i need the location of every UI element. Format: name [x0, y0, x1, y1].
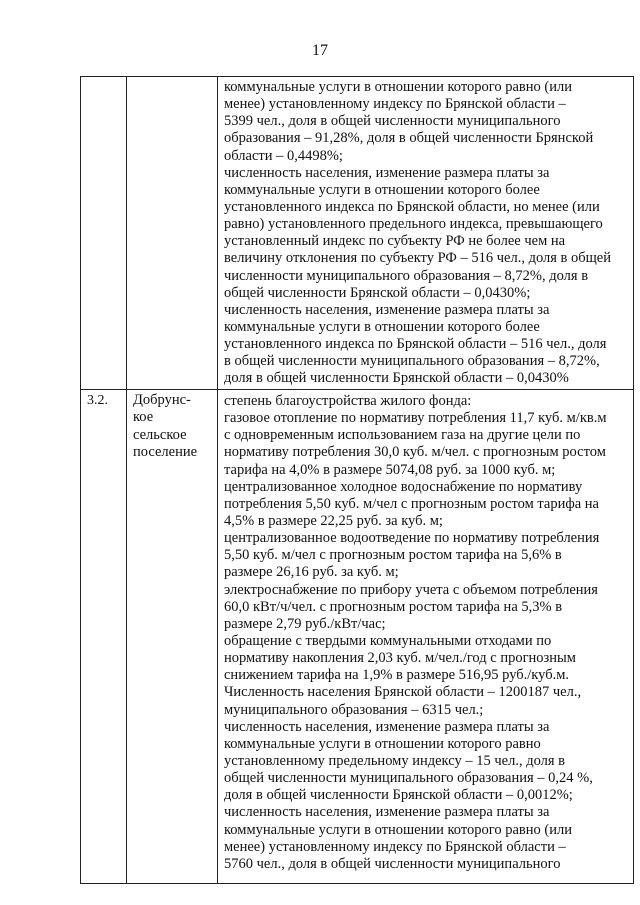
text-line: 60,0 кВт/ч/чел. с прогнозным ростом тарифа на 5,3% в [224, 598, 563, 615]
text-line: численности муниципального образования – 8,72%, доля в [224, 267, 589, 284]
text-line: 5,50 куб. м/чел с прогнозным ростом тарифа на 5,6% в [224, 547, 562, 564]
text-line: централизованное водоотведение по нормативу потребления [224, 530, 600, 547]
text-line: установленному предельному индексу – 15 чел., доля в [224, 752, 566, 769]
text-line: Численность населения Брянской области – 1200187 чел., [224, 684, 582, 701]
text-line: 4,5% в размере 22,25 руб. за куб. м; [224, 512, 443, 529]
row-number-cell [81, 77, 127, 390]
text-line: установленный индекс по субъекту РФ не более чем на [224, 233, 566, 250]
text-line: равно) установленного предельного индекса, превышающего [224, 216, 603, 233]
text-line: общей численности Брянской области – 0,0430%; [224, 284, 531, 301]
row-number-cell: 3.2. [81, 390, 127, 884]
text-line: численность населения, изменение размера платы за [224, 164, 550, 181]
table-row [81, 77, 634, 390]
description-cell [218, 390, 634, 884]
text-line: снижением тарифа на 1,9% в размере 516,95 руб./куб.м. [224, 667, 569, 684]
text-line: общей численности муниципального образования – 0,24 %, [224, 770, 593, 787]
text-line: численность населения, изменение размера платы за [224, 718, 550, 735]
text-line: доля в общей численности Брянской области – 0,0012%; [224, 787, 573, 804]
name-line: кое [133, 409, 154, 426]
text-line: величину отклонения по субъекту РФ – 516 чел., доля в общей [224, 250, 611, 267]
text-line: менее) установленному индексу по Брянской области – [224, 838, 566, 855]
text-line: коммунальные услуги в отношении которого равно (или [224, 79, 572, 95]
page-number: 17 [312, 42, 328, 59]
text-line: коммунальные услуги в отношении которого более [224, 318, 540, 335]
text-line: газовое отопление по нормативу потребления 11,7 куб. м/кв.м [224, 410, 607, 427]
text-line: численность населения, изменение размера платы за [224, 301, 550, 318]
text-line: 5399 чел., доля в общей численности муниципального [224, 113, 561, 130]
text-line: 5760 чел., доля в общей численности муниципального [224, 855, 561, 872]
text-line: размере 26,16 руб. за куб. м; [224, 564, 399, 581]
text-line: нормативу потребления 30,0 куб. м/чел. с прогнозным ростом [224, 444, 606, 461]
text-line: обращение с твердыми коммунальными отходами по [224, 632, 552, 649]
name-line: поселение [133, 443, 198, 460]
text-line: коммунальные услуги в отношении которого более [224, 181, 540, 198]
text-line: в общей численности муниципального образования – 8,72%, [224, 353, 600, 370]
text-line: коммунальные услуги в отношении которого равно (или [224, 821, 572, 838]
text-line: образования – 91,28%, доля в общей численности Брянской [224, 130, 594, 147]
text-line: централизованное холодное водоснабжение по нормативу [224, 478, 583, 495]
text-line: численность населения, изменение размера платы за [224, 804, 550, 821]
text-line: электроснабжение по прибору учета с объемом потребления [224, 581, 598, 598]
description-cell [218, 77, 634, 390]
table-row [81, 390, 634, 884]
municipality-name-cell [127, 77, 218, 390]
text-line: нормативу накопления 2,03 куб. м/чел./год с прогнозным [224, 650, 576, 667]
text-line: области – 0,4498%; [224, 147, 343, 164]
text-line: муниципального образования – 6315 чел.; [224, 701, 484, 718]
municipality-name-cell [127, 390, 218, 884]
document-table [80, 76, 634, 884]
text-line: тарифа на 4,0% в размере 5074,08 руб. за 1000 куб. м; [224, 461, 556, 478]
name-line: сельское [133, 426, 187, 443]
text-line: доля в общей численности Брянской области – 0,0430% [224, 370, 569, 387]
name-line: Добрунс- [133, 392, 191, 408]
text-line: степень благоустройства жилого фонда: [224, 393, 472, 409]
text-line: размере 2,79 руб./кВт/час; [224, 615, 386, 632]
text-line: потребления 5,50 куб. м/чел с прогнозным ростом тарифа на [224, 495, 599, 512]
text-line: установленного индекса по Брянской области – 516 чел., доля [224, 336, 607, 353]
text-line: с одновременным использованием газа на другие цели по [224, 427, 581, 444]
text-line: коммунальные услуги в отношении которого равно [224, 735, 541, 752]
text-line: установленного индекса по Брянской области, но менее (или [224, 198, 600, 215]
text-line: менее) установленному индексу по Брянской области – [224, 96, 566, 113]
